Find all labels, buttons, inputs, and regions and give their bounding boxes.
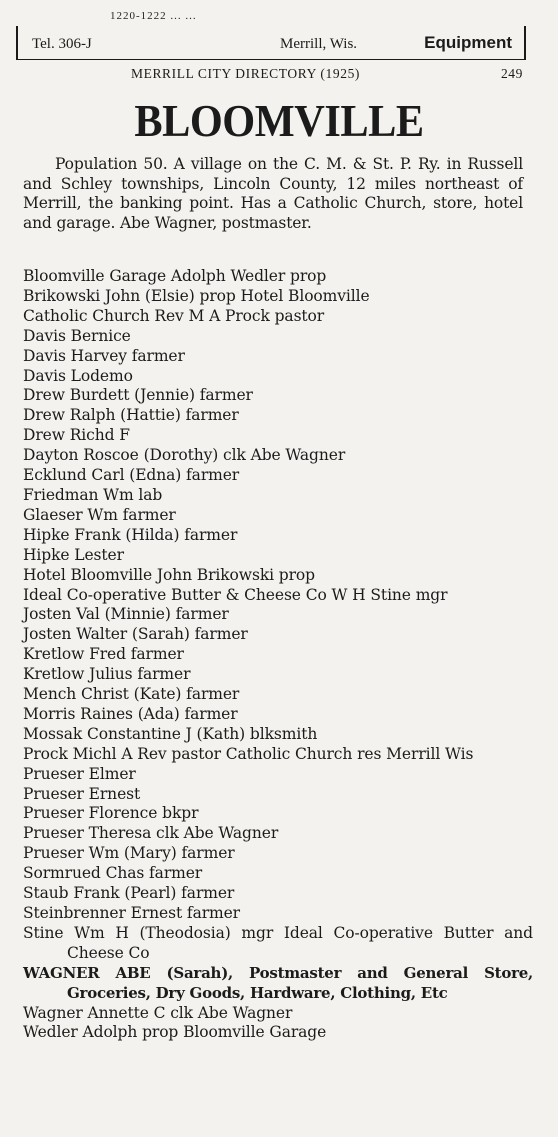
directory-entry: Ecklund Carl (Edna) farmer [23,466,240,485]
directory-entries [23,267,533,1043]
directory-entry: Hipke Frank (Hilda) farmer [23,525,238,544]
directory-entry: Drew Richd F [23,426,130,445]
directory-entry: Davis Lodemo [23,366,133,385]
directory-entry: Prueser Elmer [23,764,136,783]
page-number: 249 [500,66,523,81]
directory-entry: Josten Val (Minnie) farmer [23,605,229,624]
directory-entry: WAGNER ABE (Sarah), Postmaster and General Store, Groceries, Dry Goods, Hardware, Clothing, Etc [23,963,533,1002]
header-city: Merrill, Wis. [280,36,358,52]
header-category: Equipment [424,33,512,52]
directory-entry: Wedler Adolph prop Bloomville Garage [23,1023,327,1042]
directory-entry: Prueser Wm (Mary) farmer [23,844,235,863]
directory-entry: Glaeser Wm farmer [23,505,176,524]
directory-entry: Prueser Florence bkpr [23,804,199,823]
directory-entry: Prueser Ernest [23,784,141,803]
directory-entry: Bloomville Garage Adolph Wedler prop [23,267,327,285]
directory-entry: Ideal Co-operative Butter & Cheese Co W H Stine mgr [23,585,448,604]
directory-entry: Morris Raines (Ada) farmer [23,704,238,723]
directory-entry: Dayton Roscoe (Dorothy) clk Abe Wagner [23,446,346,465]
section-title: BLOOMVILLE [134,95,424,146]
directory-entry: Hotel Bloomville John Brikowski prop [23,565,315,584]
directory-entry: Mench Christ (Kate) farmer [23,685,240,704]
directory-entry: Stine Wm H (Theodosia) mgr Ideal Co-operative Butter and Cheese Co [23,923,533,962]
directory-entry: Prock Michl A Rev pastor Catholic Church res Merrill Wis [23,744,474,763]
directory-entry: Davis Bernice [23,326,131,345]
directory-entry: Kretlow Fred farmer [23,645,184,664]
directory-entry: Friedman Wm lab [23,485,163,504]
directory-entry: Kretlow Julius farmer [23,665,191,684]
directory-entry: Drew Ralph (Hattie) farmer [23,406,239,425]
page-header-bar [16,26,526,60]
cropped-previous-line: 1220-1222 ... ... [110,12,197,22]
telephone-number: Tel. 306-J [32,36,92,52]
directory-entry: Staub Frank (Pearl) farmer [23,884,235,903]
directory-entry: Josten Walter (Sarah) farmer [23,625,248,644]
directory-entry: Brikowski John (Elsie) prop Hotel Bloomville [23,286,370,305]
directory-entry: Wagner Annette C clk Abe Wagner [23,1003,293,1022]
directory-entry: Davis Harvey farmer [23,346,185,365]
directory-entry: Sormrued Chas farmer [23,864,203,883]
directory-entry: Drew Burdett (Jennie) farmer [23,386,253,405]
directory-entry: Prueser Theresa clk Abe Wagner [23,824,279,843]
directory-entry: Catholic Church Rev M A Prock pastor [23,306,325,325]
directory-entry: Mossak Constantine J (Kath) blksmith [23,724,318,743]
directory-entry: Steinbrenner Ernest farmer [23,904,240,922]
directory-title: MERRILL CITY DIRECTORY (1925) [131,66,361,81]
running-head [18,66,523,84]
intro-paragraph: Population 50. A village on the C. M. & St. P. Ry. in Russell and Schley townships, Lincoln County, 12 miles northeast of Merrill, the banking point. Has a Catholic Church, store, hotel and garage. Abe Wagner, postmaster. [23,155,523,233]
directory-entry: Hipke Lester [23,545,124,564]
